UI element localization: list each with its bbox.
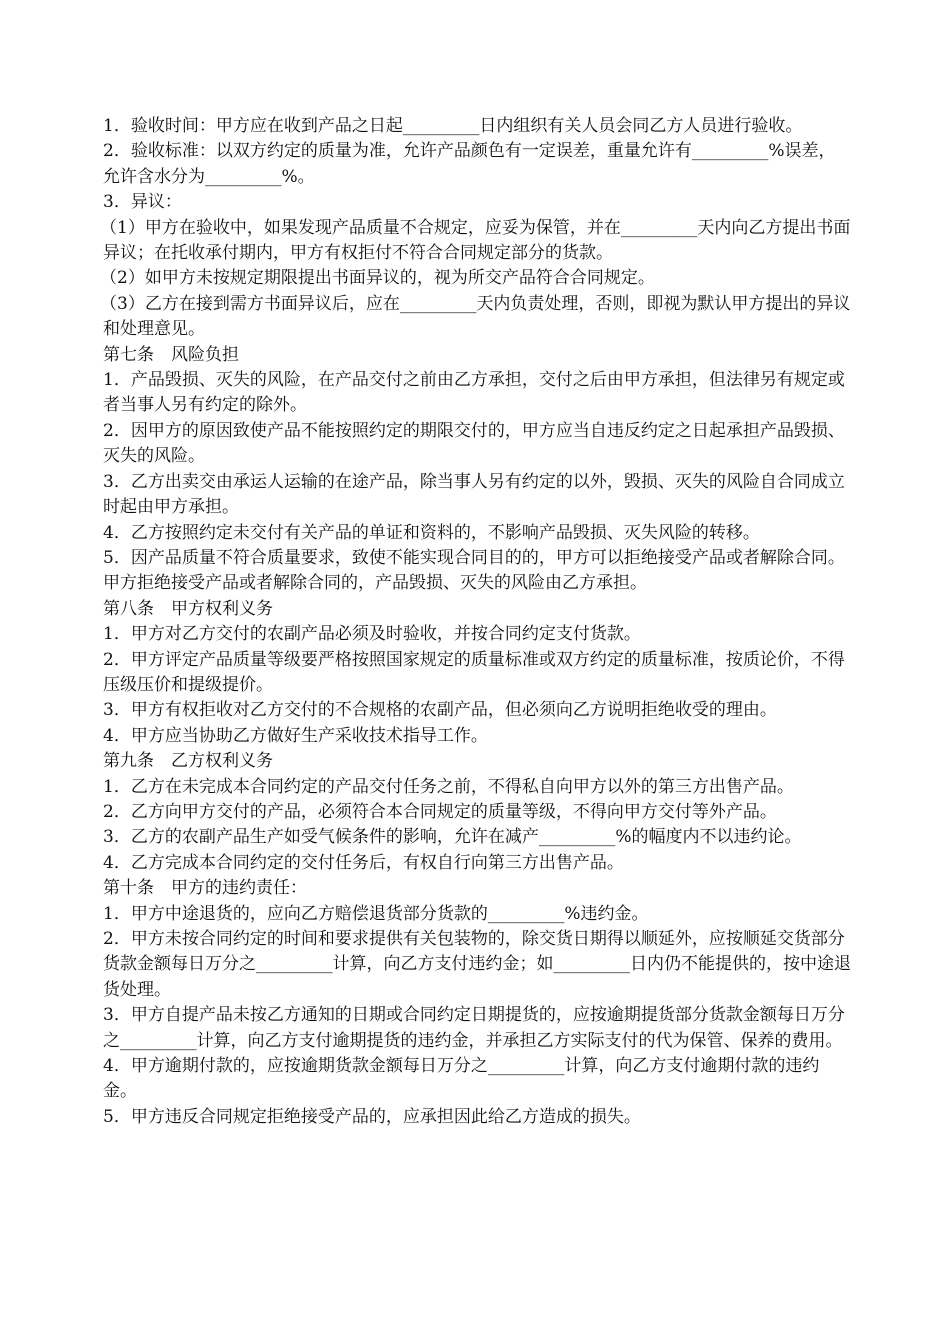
paragraph-acceptance-time: 1．验收时间：甲方应在收到产品之日起_________日内组织有关人员会同乙方人员进行验收。 — [103, 116, 803, 136]
paragraph-objection-1: （1）甲方在验收中，如果发现产品质量不合规定，应妥为保管，并在_________天内向乙方提出书面异议；在托收承付期内，甲方有权拒付不符合合同规定部分的货款。 — [100, 217, 851, 264]
paragraph-breach-4: 4．甲方逾期付款的，应按逾期货款金额每日万分之_________计算，向乙方支付逾期付款的违约金。 — [103, 1056, 820, 1102]
paragraph-party-b-2: 2．乙方向甲方交付的产品，必须符合本合同规定的质量等级，不得向甲方交付等外产品。 — [103, 801, 777, 822]
section-heading-7: 第七条 风险负担 — [103, 344, 239, 365]
paragraph-risk-4: 4．乙方按照约定未交付有关产品的单证和资料的，不影响产品毁损、灭失风险的转移。 — [103, 522, 760, 543]
paragraph-objection-2: （2）如甲方未按规定期限提出书面异议的，视为所交产品符合合同规定。 — [100, 268, 655, 289]
section-heading-9: 第九条 乙方权利义务 — [103, 751, 273, 772]
paragraph-risk-3: 3．乙方出卖交由承运人运输的在途产品，除当事人另有约定的以外，毁损、灭失的风险自合同成立时起由甲方承担。 — [103, 471, 845, 518]
paragraph-party-a-1: 1．甲方对乙方交付的农副产品必须及时验收，并按合同约定支付货款。 — [103, 624, 641, 645]
paragraph-risk-1: 1．产品毁损、灭失的风险，在产品交付之前由乙方承担，交付之后由甲方承担，但法律另有规定或者当事人另有约定的除外。 — [103, 370, 845, 416]
paragraph-breach-1: 1．甲方中途退货的，应向乙方赔偿退货部分货款的_________%违约金。 — [103, 903, 649, 924]
document-page — [100, 114, 851, 1130]
paragraph-party-b-1: 1．乙方在未完成本合同约定的产品交付任务之前，不得私自向甲方以外的第三方出售产品。 — [103, 776, 794, 797]
paragraph-breach-2: 2．甲方未按合同约定的时间和要求提供有关包装物的，除交货日期得以顺延外，应按顺延交货部分货款金额每日万分之_________计算，向乙方支付违约金；如_________日内仍不能提供的，按中途退货处理。 — [103, 929, 851, 1000]
paragraph-risk-2: 2．因甲方的原因致使产品不能按照约定的期限交付的，甲方应当自违反约定之日起承担产品毁损、灭失的风险。 — [103, 420, 845, 467]
paragraph-party-a-3: 3．甲方有权拒收对乙方交付的不合规格的农副产品，但必须向乙方说明拒绝收受的理由。 — [103, 700, 777, 721]
paragraph-party-a-2: 2．甲方评定产品质量等级要严格按照国家规定的质量标准或双方约定的质量标准，按质论价，不得压级压价和提级提价。 — [103, 649, 845, 695]
paragraph-acceptance-standard: 2．验收标准：以双方约定的质量为准，允许产品颜色有一定误差，重量允许有_________%误差，允许含水分为_________%。 — [103, 141, 836, 187]
paragraph-party-a-4: 4．甲方应当协助乙方做好生产采收技术指导工作。 — [103, 725, 488, 746]
paragraph-breach-3: 3．甲方自提产品未按乙方通知的日期或合同约定日期提货的，应按逾期提货部分货款金额每日万分之_________计算，向乙方支付逾期提货的违约金，并承担乙方实际支付的代为保管、保养的费用。 — [103, 1005, 845, 1051]
section-heading-8: 第八条 甲方权利义务 — [103, 598, 273, 619]
paragraph-party-b-4: 4．乙方完成本合同约定的交付任务后，有权自行向第三方出售产品。 — [103, 852, 624, 873]
paragraph-objection-3: （3）乙方在接到需方书面异议后，应在_________天内负责处理，否则，即视为默认甲方提出的异议和处理意见。 — [100, 293, 851, 340]
section-heading-10: 第十条 甲方的违约责任： — [103, 878, 307, 899]
paragraph-party-b-3: 3．乙方的农副产品生产如受气候条件的影响，允许在减产_________%的幅度内不以违约论。 — [103, 827, 802, 848]
paragraph-risk-5: 5．因产品质量不符合质量要求，致使不能实现合同目的的，甲方可以拒绝接受产品或者解除合同。甲方拒绝接受产品或者解除合同的，产品毁损、灭失的风险由乙方承担。 — [103, 547, 845, 594]
paragraph-objection: 3．异议： — [103, 192, 182, 213]
paragraph-breach-5: 5．甲方违反合同规定拒绝接受产品的，应承担因此给乙方造成的损失。 — [103, 1106, 641, 1127]
